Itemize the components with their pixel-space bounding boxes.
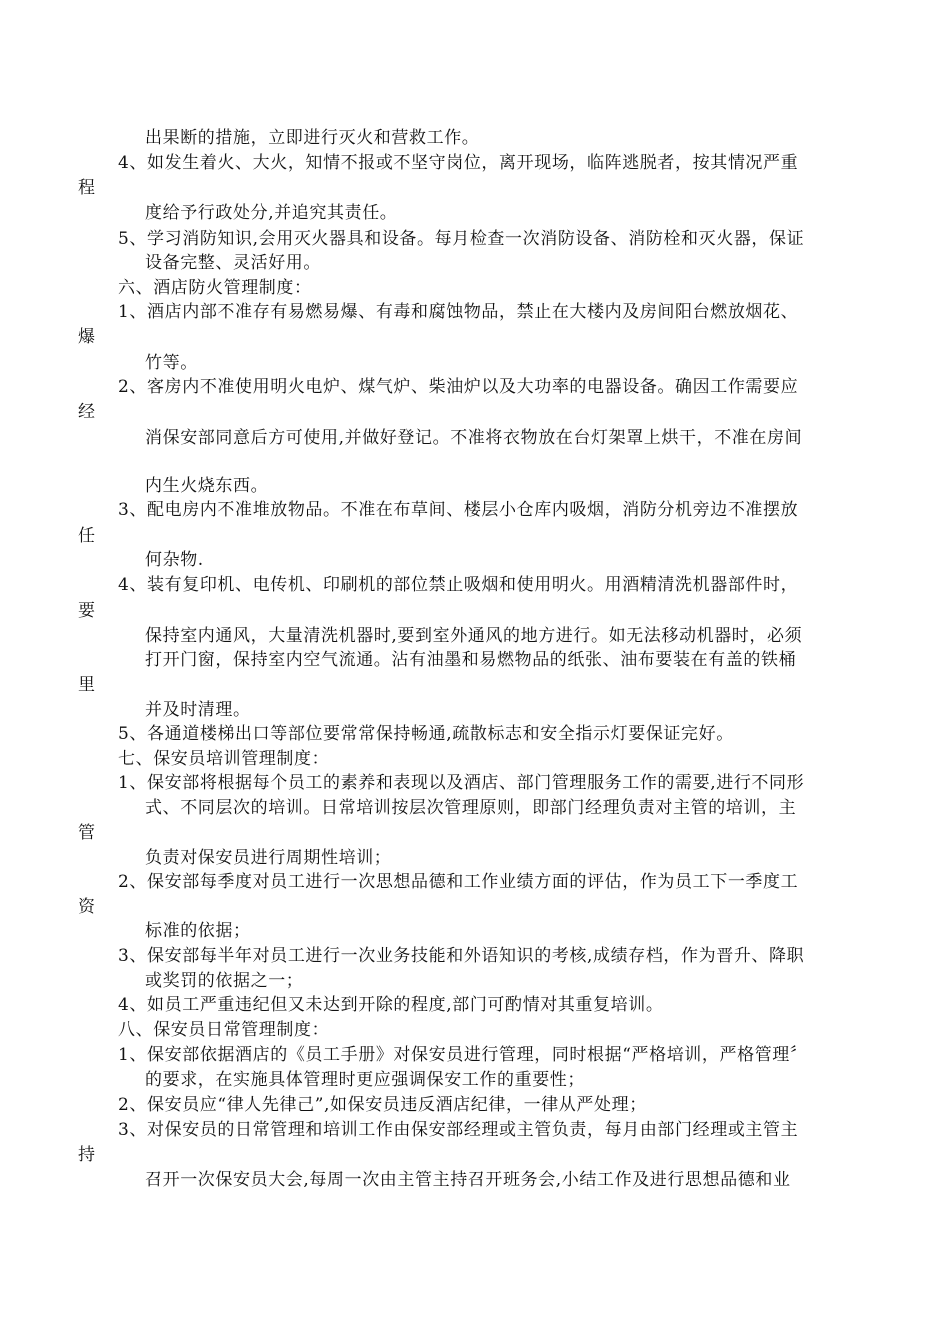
text-line: 2、客房内不准使用明火电炉、煤气炉、柴油炉以及大功率的电器设备。确因工作需要应 xyxy=(118,377,799,397)
text-line: 5、各通道楼梯出口等部位要常常保持畅通,疏散标志和安全指示灯要保证完好。 xyxy=(118,724,734,744)
text-line: 3、对保安员的日常管理和培训工作由保安部经理或主管负责，每月由部门经理或主管主 xyxy=(118,1120,799,1140)
text-line: 何杂物. xyxy=(145,550,204,570)
text-line: 出果断的措施，立即进行灭火和营救工作。 xyxy=(145,128,480,148)
text-line: 标准的依据； xyxy=(145,921,251,941)
text-line: 并及时清理。 xyxy=(145,700,251,720)
text-line: 保持室内通风，大量清洗机器时,要到室外通风的地方进行。如无法移动机器时，必须 xyxy=(145,626,803,646)
text-line: 资 xyxy=(78,897,96,917)
text-line: 4、如发生着火、大火，知情不报或不坚守岗位，离开现场，临阵逃脱者，按其情况严重 xyxy=(118,153,799,173)
text-line: 3、保安部每半年对员工进行一次业务技能和外语知识的考核,成绩存档，作为晋升、降职 xyxy=(118,946,805,966)
text-line: 负责对保安员进行周期性培训； xyxy=(145,848,392,868)
text-line: 3、配电房内不准堆放物品。不准在布草间、楼层小仓库内吸烟，消防分机旁边不准摆放 xyxy=(118,500,799,520)
text-line: 任 xyxy=(78,526,96,546)
text-line: 1、保安部依据酒店的《员工手册》对保安员进行管理，同时根据“严格培训，严格管理〞 xyxy=(118,1045,808,1065)
text-line: 竹等。 xyxy=(145,353,198,373)
text-line: 或奖罚的依据之一； xyxy=(145,971,304,991)
text-line: 召开一次保安员大会,每周一次由主管主持召开班务会,小结工作及进行思想品德和业 xyxy=(145,1170,791,1190)
text-line: 要 xyxy=(78,601,96,621)
text-line: 1、保安部将根据每个员工的素养和表现以及酒店、部门管理服务工作的需要,进行不同形 xyxy=(118,773,805,793)
text-line: 2、保安员应“律人先律己”,如保安员违反酒店纪律，一律从严处理； xyxy=(118,1095,647,1115)
text-line: 爆 xyxy=(78,327,96,347)
text-line: 管 xyxy=(78,823,96,843)
text-line: 度给予行政处分,并追究其责任。 xyxy=(145,203,398,223)
text-line: 消保安部同意后方可使用,并做好登记。不准将衣物放在台灯架罩上烘干，不准在房间 xyxy=(145,428,803,448)
text-line: 5、学习消防知识,会用灭火器具和设备。每月检查一次消防设备、消防栓和灭火器，保证 xyxy=(118,229,805,249)
text-line: 打开门窗，保持室内空气流通。沾有油墨和易燃物品的纸张、油布要装在有盖的铁桶 xyxy=(145,650,797,670)
text-line: 内生火烧东西。 xyxy=(145,476,269,496)
text-line: 经 xyxy=(78,402,96,422)
section-heading: 六、酒店防火管理制度： xyxy=(118,278,312,298)
text-line: 式、不同层次的培训。日常培训按层次管理原则，即部门经理负责对主管的培训，主 xyxy=(145,798,797,818)
section-heading: 七、保安员培训管理制度： xyxy=(118,749,330,769)
section-heading: 八、保安员日常管理制度： xyxy=(118,1020,330,1040)
text-line: 4、装有复印机、电传机、印刷机的部位禁止吸烟和使用明火。用酒精清洗机器部件时， xyxy=(118,575,799,595)
text-line: 程 xyxy=(78,178,96,198)
text-line: 2、保安部每季度对员工进行一次思想品德和工作业绩方面的评估，作为员工下一季度工 xyxy=(118,872,799,892)
text-line: 设备完整、灵活好用。 xyxy=(145,253,321,273)
text-line: 的要求，在实施具体管理时更应强调保安工作的重要性； xyxy=(145,1070,585,1090)
text-line: 里 xyxy=(78,675,96,695)
text-line: 1、酒店内部不准存有易燃易爆、有毒和腐蚀物品，禁止在大楼内及房间阳台燃放烟花、 xyxy=(118,302,799,322)
text-line: 4、如员工严重违纪但又未达到开除的程度,部门可酌情对其重复培训。 xyxy=(118,995,664,1015)
text-line: 持 xyxy=(78,1145,96,1165)
